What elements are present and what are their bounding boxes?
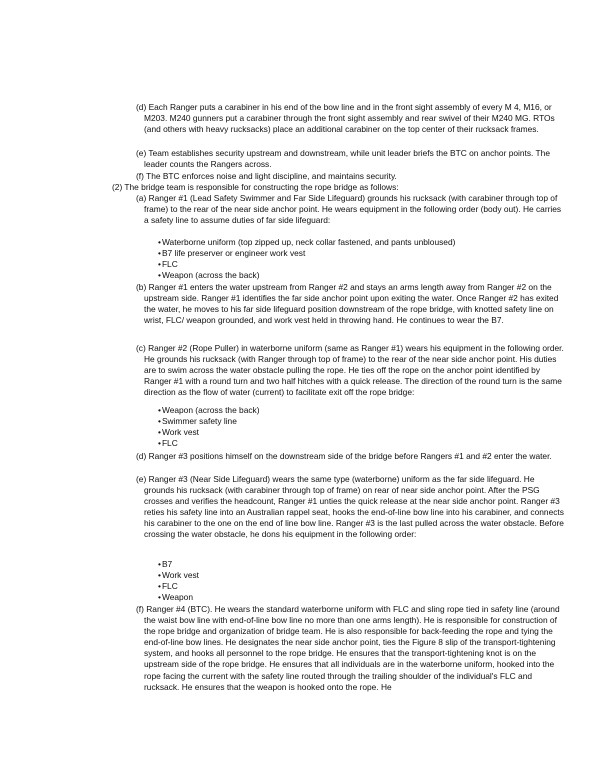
- list-item: • Work vest: [158, 570, 538, 581]
- list-item: • Waterborne uniform (top zipped up, neck collar fastened, and pants unbloused): [158, 237, 538, 248]
- list-item: • Weapon: [158, 592, 538, 603]
- item-e-ranger-3: (e) Ranger #3 (Near Side Lifeguard) wears the same type (waterborne) uniform as the far side lifeguard. He grounds his rucksack (with carabiner through top of frame) on rear of near side anchor point. After the PSG crosses and verifies the headcount, Ranger #1 unties the quick release at the near side anchor point. Ranger #3 reties his safety line into an Australian rappel seat, hooks the end-of-line bow line into his carabiner, and connects his carabiner to the one on the end of line bow line. Ranger #3 is the last pulled across the water obstacle. Before crossing the water obstacle, he dons his equipment in the following order:: [136, 474, 564, 540]
- list-item: • FLC: [158, 259, 538, 270]
- list-item: • FLC: [158, 581, 538, 592]
- item-d-carabiners: (d) Each Ranger puts a carabiner in his end of the bow line and in the front sight assembly of every M 4, M16, or M203. M240 gunners put a carabiner through the front sight assembly and rear swivel of their M240 MG. RTOs (and others with heavy rucksacks) place an additional carabiner on the top center of their rucksack frames.: [136, 102, 555, 135]
- list-item: • B7 life preserver or engineer work vest: [158, 248, 538, 259]
- item-c-ranger-2: (c) Ranger #2 (Rope Puller) in waterborne uniform (same as Ranger #1) wears his equipment in the following order. He grounds his rucksack (with Ranger through top of frame) to the rear of the near side anchor point. His duties are to swim across the water obstacle pulling the rope. He ties off the rope on the anchor point identified by Ranger #1 with a round turn and two half hitches with a quick release. The direction of the round turn is the same direction as the flow of water (current) to facilitate exit off the rope bridge:: [136, 343, 564, 398]
- section-2-heading: (2) The bridge team is responsible for constructing the rope bridge as follows:: [112, 182, 399, 192]
- list-item: • Swimmer safety line: [158, 416, 538, 427]
- list-item: • FLC: [158, 438, 538, 449]
- list-item: • Weapon (across the back): [158, 270, 538, 281]
- item-f-discipline: (f) The BTC enforces noise and light discipline, and maintains security.: [136, 171, 397, 181]
- list-item: • B7: [158, 559, 538, 570]
- item-a-ranger-1: (a) Ranger #1 (Lead Safety Swimmer and Far Side Lifeguard) grounds his rucksack (with carabiner through top of frame) to the rear of the near side anchor point. He wears equipment in the following order (body out). He carries a safety line to assume duties of far side lifeguard:: [136, 193, 562, 226]
- equipment-list-c: [158, 405, 538, 449]
- list-item: • Weapon (across the back): [158, 405, 538, 416]
- list-item: • Work vest: [158, 427, 538, 438]
- item-f-ranger-4-btc: (f) Ranger #4 (BTC). He wears the standard waterborne uniform with FLC and sling rope tied in safety line (around the waist bow line with end-of-line bow line no more than one arms length). He is responsible for construction of the rope bridge and organization of bridge team. He is also responsible for back-feeding the rope and tying the end-of-line bow lines. He designates the near side anchor point, ties the Figure 8 slip of the transport-tightening system, and hooks all personnel to the rope bridge. He ensures that the transport-tightening knot is on the upstream side of the rope bridge. He ensures that all individuals are in the waterborne uniform, hooked into the rope facing the current with the safety line routed through the trailing shoulder of the individual's FLC and rucksack. He ensures that the weapon is hooked onto the rope. He: [136, 604, 560, 692]
- equipment-list-e: [158, 559, 538, 603]
- item-d-ranger-3-position: (d) Ranger #3 positions himself on the downstream side of the bridge before Rangers #1 and #2 enter the water.: [136, 451, 552, 461]
- equipment-list-a: [158, 237, 538, 281]
- item-b-ranger-1-enters: (b) Ranger #1 enters the water upstream from Ranger #2 and stays an arms length away from Ranger #2 on the upstream side. Ranger #1 identifies the far side anchor point upon exiting the water. Once Ranger #2 has exited the water, he moves to his far side lifeguard position downstream of the rope bridge, with knotted safety line on wrist, FLC/ weapon grounded, and work vest held in throwing hand. He continues to wear the B7.: [136, 282, 559, 326]
- item-e-security: (e) Team establishes security upstream and downstream, while unit leader briefs the BTC on anchor points. The leader counts the Rangers across.: [136, 148, 550, 170]
